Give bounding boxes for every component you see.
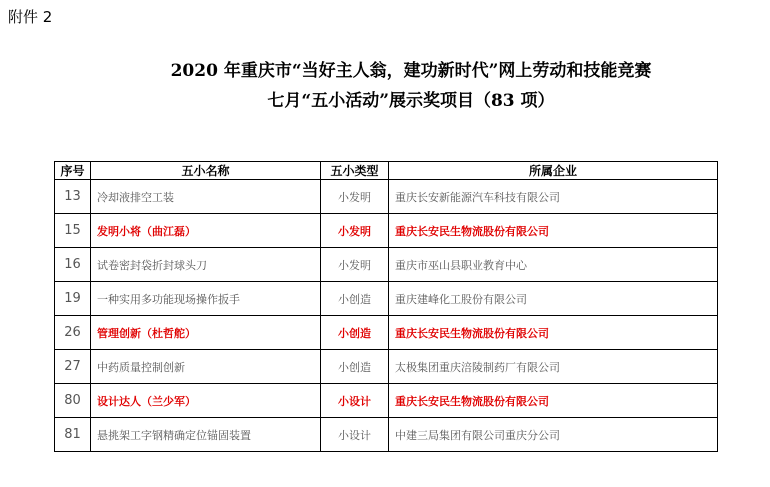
- company-cell: 重庆长安民生物流股份有限公司: [389, 384, 718, 418]
- column-header-type: 五小类型: [321, 162, 389, 180]
- project-type-cell: 小设计: [321, 384, 389, 418]
- project-name-cell: 设计达人（兰少军）: [91, 384, 321, 418]
- table-row: [55, 180, 718, 214]
- company-cell: 中建三局集团有限公司重庆分公司: [389, 418, 718, 452]
- project-name-cell: 中药质量控制创新: [91, 350, 321, 384]
- column-header-number: 序号: [55, 162, 91, 180]
- document-title-line2: 七月“五小活动”展示奖项目（83 项）: [267, 91, 555, 111]
- project-type-cell: 小创造: [321, 350, 389, 384]
- row-number-cell: 19: [55, 282, 91, 316]
- company-cell: 重庆建峰化工股份有限公司: [389, 282, 718, 316]
- company-cell: 太极集团重庆涪陵制药厂有限公司: [389, 350, 718, 384]
- project-name-cell: 试卷密封袋折封球头刀: [91, 248, 321, 282]
- table-row: [55, 316, 718, 350]
- row-number-cell: 26: [55, 316, 91, 350]
- row-number-cell: 81: [55, 418, 91, 452]
- table-row: [55, 418, 718, 452]
- table-row: [55, 214, 718, 248]
- row-number-cell: 80: [55, 384, 91, 418]
- document-title-line1: 2020 年重庆市“当好主人翁，建功新时代”网上劳动和技能竞赛: [170, 61, 652, 81]
- award-table: [54, 161, 718, 452]
- table-header-row: [55, 162, 718, 180]
- project-type-cell: 小发明: [321, 214, 389, 248]
- project-name-cell: 一种实用多功能现场操作扳手: [91, 282, 321, 316]
- column-header-company: 所属企业: [389, 162, 718, 180]
- project-name-cell: 管理创新（杜哲舵）: [91, 316, 321, 350]
- project-type-cell: 小创造: [321, 316, 389, 350]
- project-type-cell: 小创造: [321, 282, 389, 316]
- table-row: [55, 282, 718, 316]
- company-cell: 重庆长安民生物流股份有限公司: [389, 316, 718, 350]
- table-row: [55, 248, 718, 282]
- project-type-cell: 小设计: [321, 418, 389, 452]
- row-number-cell: 16: [55, 248, 91, 282]
- row-number-cell: 27: [55, 350, 91, 384]
- project-name-cell: 冷却液排空工装: [91, 180, 321, 214]
- row-number-cell: 15: [55, 214, 91, 248]
- company-cell: 重庆长安民生物流股份有限公司: [389, 214, 718, 248]
- table-row: [55, 350, 718, 384]
- project-name-cell: 发明小将（曲江磊）: [91, 214, 321, 248]
- company-cell: 重庆市巫山县职业教育中心: [389, 248, 718, 282]
- project-type-cell: 小发明: [321, 180, 389, 214]
- project-type-cell: 小发明: [321, 248, 389, 282]
- row-number-cell: 13: [55, 180, 91, 214]
- company-cell: 重庆长安新能源汽车科技有限公司: [389, 180, 718, 214]
- attachment-label: 附件 2: [8, 8, 53, 26]
- table-row: [55, 384, 718, 418]
- column-header-name: 五小名称: [91, 162, 321, 180]
- project-name-cell: 悬挑架工字钢精确定位锚固装置: [91, 418, 321, 452]
